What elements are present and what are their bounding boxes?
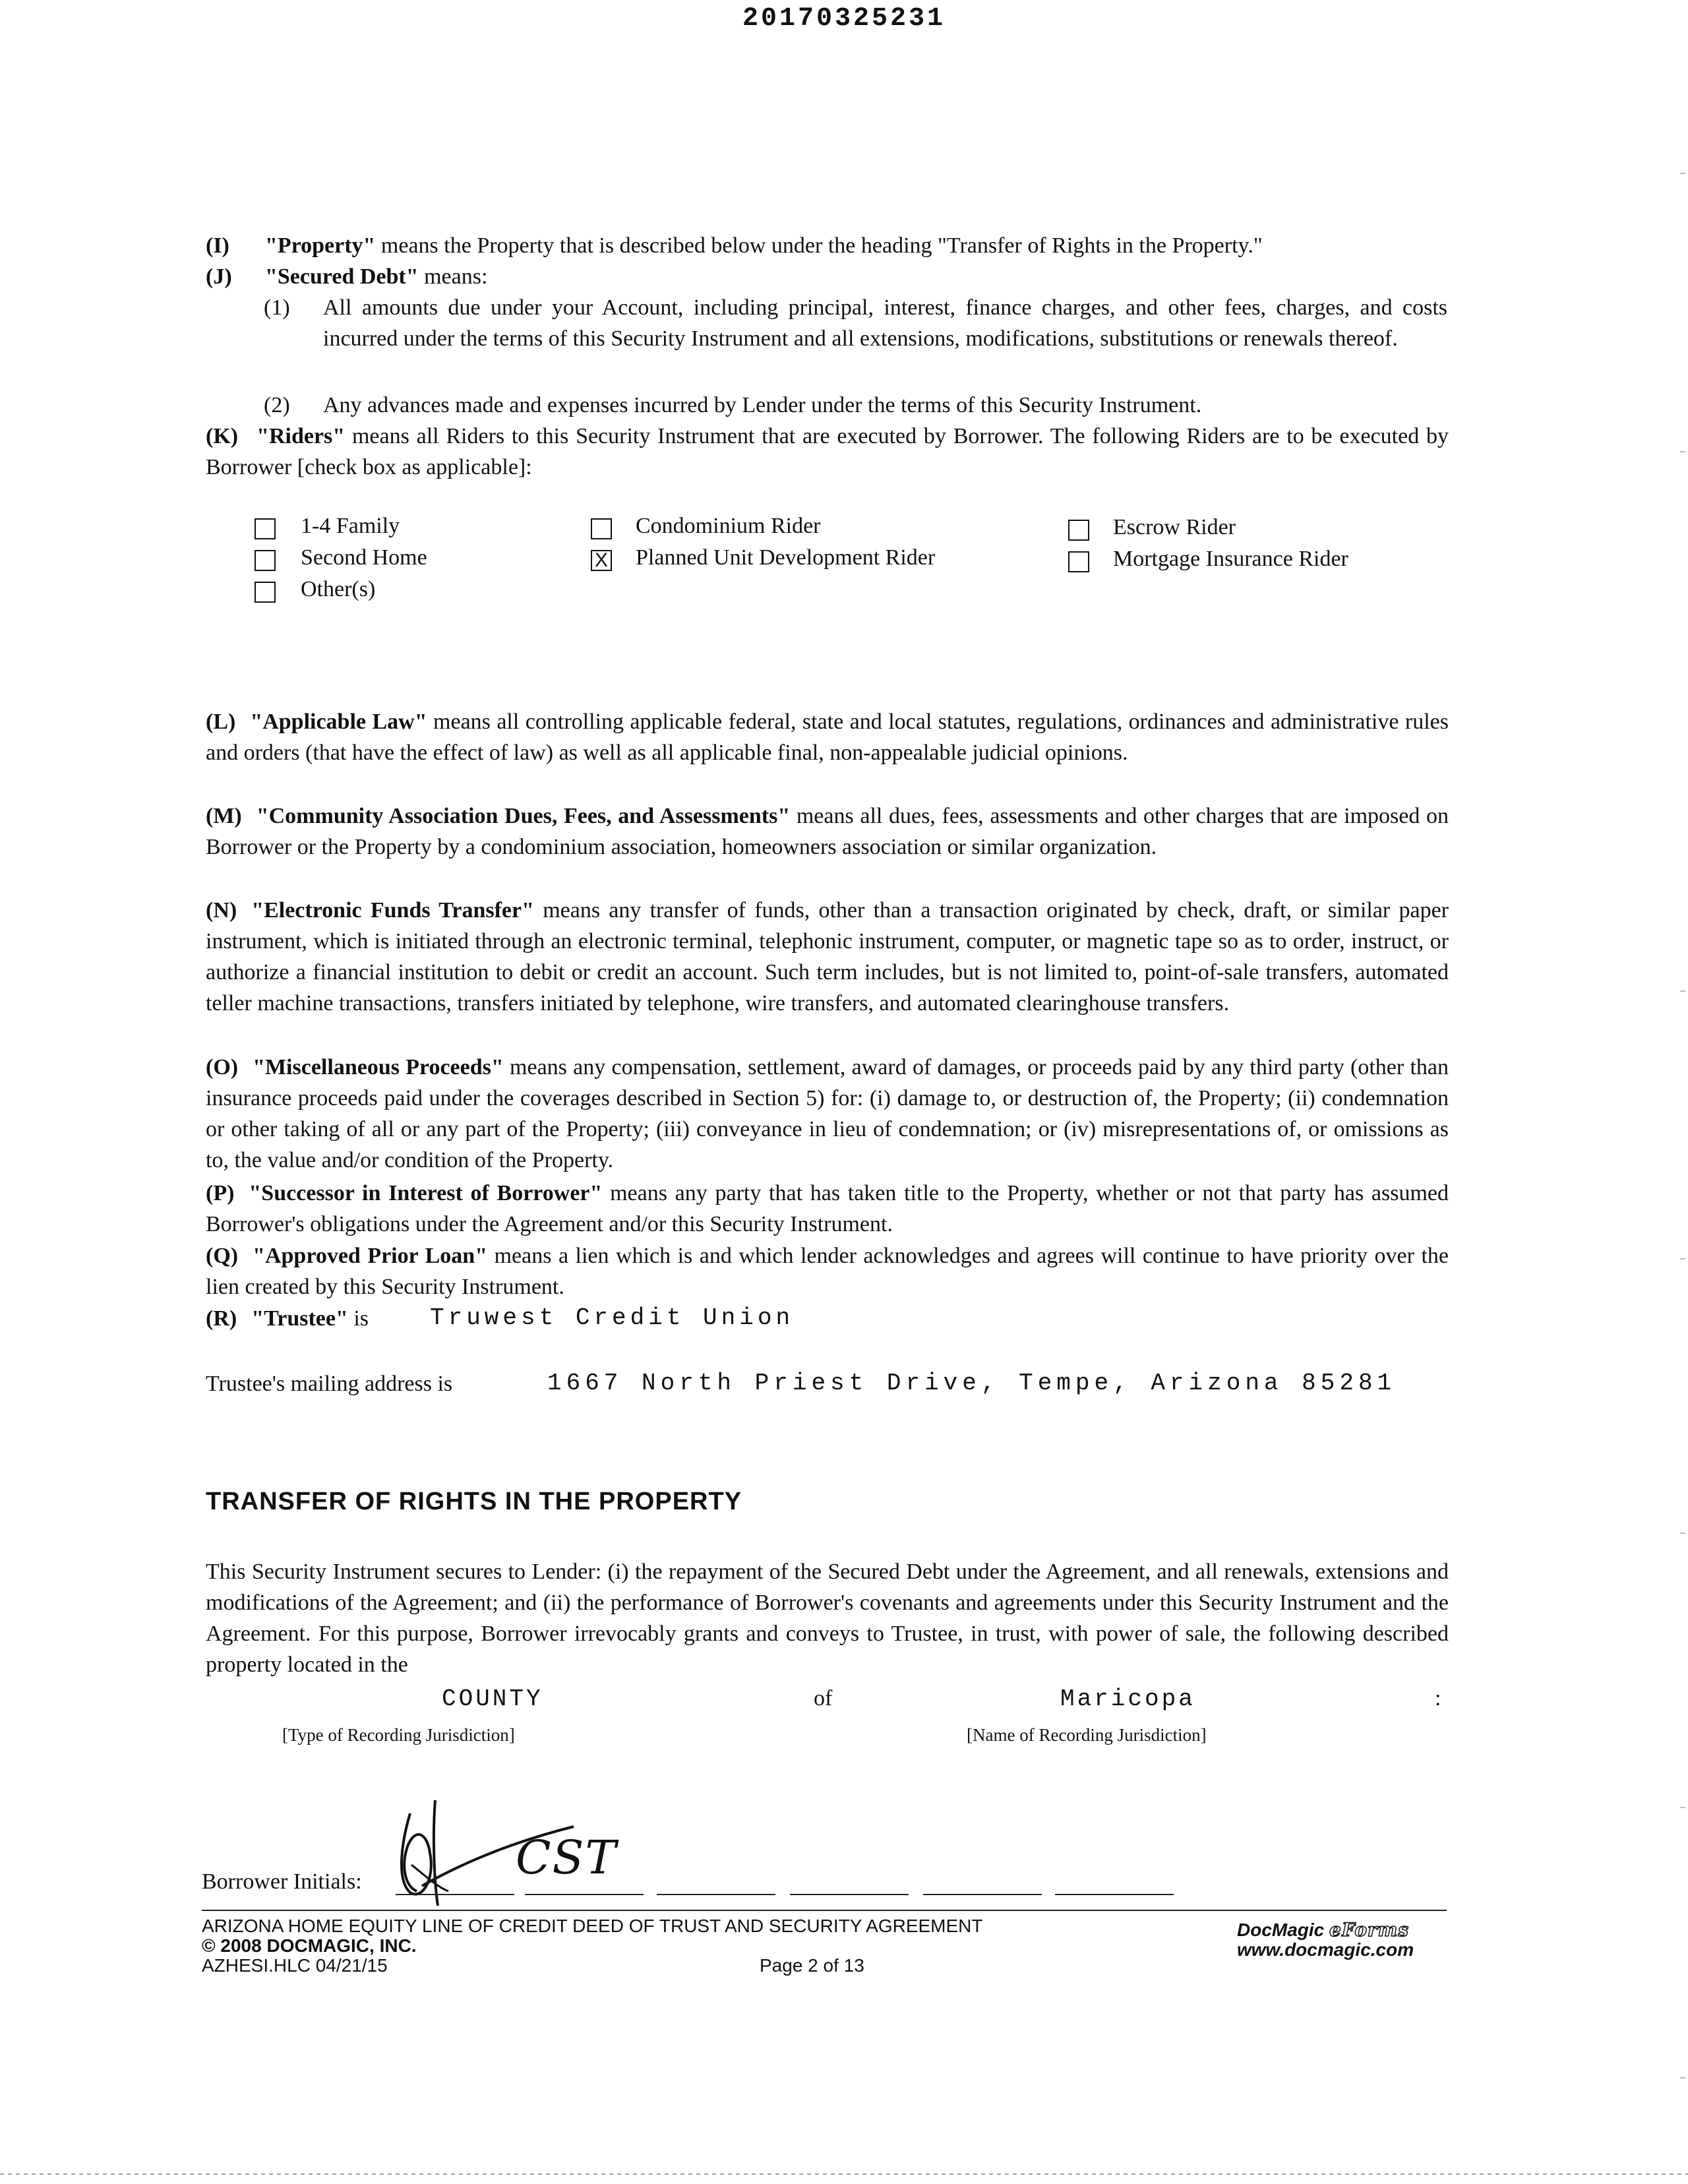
footer-page-number: Page 2 of 13 [760,1955,864,1976]
definition-text: is [347,1306,369,1331]
rider-label: Second Home [301,545,427,570]
definition-o [206,1052,1449,1176]
jurisdiction-of: of [814,1686,833,1711]
scan-bottom-edge [0,2173,1688,2175]
definition-letter: (O) [206,1055,239,1079]
footer-rule [202,1910,1447,1911]
definition-letter: (P) [206,1181,235,1205]
item-number: (1) [264,295,290,320]
definition-text: means the Property that is described below under the heading "Transfer of Rights in the Property." [375,233,1263,258]
trustee-name: Truwest Credit Union [430,1304,795,1331]
definition-letter: (K) [206,424,239,448]
document-number: 20170325231 [742,4,946,34]
definition-m [206,801,1449,863]
initials-line-2 [525,1894,644,1895]
checkbox-1-4-family[interactable] [255,518,276,539]
rider-label: Other(s) [301,577,376,601]
definition-term: "Trustee" [251,1306,348,1331]
initials-line-3 [657,1894,775,1895]
definition-text: means: [418,264,488,289]
name-caption: [Name of Recording Jurisdiction] [967,1725,1207,1745]
definition-k [206,421,1449,483]
scan-mark [1680,990,1685,992]
definition-text: means any transfer of funds, other than a transaction originated by check, draft, or similar paper instrument, which is initiated through an electronic terminal, telephonic instrument, computer, or magnetic tape so as to order, instruct, or authorize a financial institution to debit or credit an account. Such term includes, but is not limited to, point-of-sale transfers, automated teller machine transactions, transfers initiated by telephone, wire transfers, and automated clearinghouse transfers. [206,898,1449,1016]
definition-term: "Electronic Funds Transfer" [251,898,534,923]
type-caption: [Type of Recording Jurisdiction] [282,1725,515,1745]
scan-mark [1680,2077,1685,2078]
definition-term: "Miscellaneous Proceeds" [253,1055,504,1079]
checkbox-planned-unit-development-rider[interactable]: X [591,550,612,571]
initials-line-6 [1055,1894,1174,1895]
jurisdiction-name: Maricopa [1060,1685,1195,1713]
scan-mark [1680,1807,1685,1808]
definition-letter: (M) [206,804,242,828]
item-text: All amounts due under your Account, including principal, interest, finance charges, and other fees, charges, and costs incurred under the terms of this Security Instrument and all extensions, modifications, substitutions or renewals thereof. [323,295,1447,351]
brand-name: DocMagic [1237,1920,1325,1940]
definition-letter: (I) [206,233,229,258]
rider-label: 1-4 Family [301,514,400,538]
rider-label: Planned Unit Development Rider [636,545,936,570]
docmagic-logo [1237,1920,1409,1940]
checkbox-others[interactable] [255,582,276,603]
definition-term: "Secured Debt" [265,264,419,289]
scan-mark [1680,1258,1685,1259]
initials-line-4 [790,1894,909,1895]
trustee-address: 1667 North Priest Drive, Tempe, Arizona 85281 [547,1370,1397,1397]
definition-n [206,895,1449,1019]
footer-title: ARIZONA HOME EQUITY LINE OF CREDIT DEED OF TRUST AND SECURITY AGREEMENT [202,1916,983,1936]
definition-term: "Approved Prior Loan" [253,1244,488,1268]
checkbox-second-home[interactable] [255,550,276,571]
rider-label: Mortgage Insurance Rider [1113,547,1348,571]
footer-website: www.docmagic.com [1237,1939,1414,1960]
borrower-initials-label: Borrower Initials: [202,1869,362,1894]
definition-text: means a lien which is and which lender acknowledges and agrees will continue to have priority over the lien created by this Security Instrument. [206,1244,1449,1299]
initials-line-5 [923,1894,1042,1895]
footer-copyright: © 2008 DOCMAGIC, INC. [202,1935,417,1956]
definition-letter: (L) [206,710,236,734]
definition-text: means all dues, fees, assessments and other charges that are imposed on Borrower or the Property by a condominium association, homeowners association or similar organization. [206,804,1449,859]
jurisdiction-colon: : [1435,1686,1441,1711]
definition-term: "Applicable Law" [250,710,427,734]
rider-label: Escrow Rider [1113,515,1236,539]
section-heading: TRANSFER OF RIGHTS IN THE PROPERTY [206,1488,742,1515]
trustee-address-label: Trustee's mailing address is [206,1372,453,1396]
definition-letter: (J) [206,264,232,289]
definition-r [206,1303,369,1334]
scan-mark [1680,1532,1685,1534]
handwritten-initials: CST [516,1831,618,1885]
scan-mark [1680,451,1685,452]
checkbox-escrow-rider[interactable] [1068,520,1089,541]
transfer-paragraph: This Security Instrument secures to Lender: (i) the repayment of the Secured Debt under the Agreement, and all renewals, extensions and modifications of the Agreement; and (ii) the performance of Borrower's covenants and agreements under this Security Instrument and the Agreement. For this purpose, Borrower irrevocably grants and conveys to Trustee, in trust, with power of sale, the following described property located in the [206,1560,1449,1677]
definition-text: means all Riders to this Security Instrument that are executed by Borrower. The following Riders are to be executed by Borrower [check box as applicable]: [206,424,1449,479]
checkbox-condominium-rider[interactable] [591,518,612,539]
definition-p [206,1178,1449,1240]
definition-letter: (Q) [206,1244,239,1268]
brand-suffix: eForms [1329,1919,1410,1941]
rider-label: Condominium Rider [636,514,821,538]
definition-letter: (N) [206,898,237,923]
definition-text: means any compensation, settlement, award of damages, or proceeds paid by any third party (other than insurance proceeds paid under the coverages described in Section 5) for: (i) damage to, or destruction of, the Property; (ii) condemnation or other taking of all or any part of the Property; (iii) conveyance in lieu of condemnation; or (iv) misrepresentations of, or omissions as to, the value and/or condition of the Property. [206,1055,1449,1172]
checkbox-mortgage-insurance-rider[interactable] [1068,551,1089,572]
definition-l [206,706,1449,768]
definition-term: "Successor in Interest of Borrower" [249,1181,603,1205]
definition-term: "Property" [265,233,376,258]
definition-letter: (R) [206,1306,237,1331]
definition-text: means any party that has taken title to the Property, whether or not that party has assumed Borrower's obligations under the Agreement and/or this Security Instrument. [206,1181,1449,1236]
definition-term: "Community Association Dues, Fees, and Assessments" [256,804,791,828]
initials-line-1 [396,1894,514,1895]
item-number: (2) [264,393,290,417]
item-text: Any advances made and expenses incurred by Lender under the terms of this Security Instrument. [323,393,1202,417]
definition-term: "Riders" [256,424,346,448]
definition-text: means all controlling applicable federal, state and local statutes, regulations, ordinances and administrative rules and orders (that have the effect of law) as well as all applicable final, non-appealable judicial opinions. [206,710,1449,765]
scan-mark [1680,173,1685,174]
definition-q [206,1240,1449,1302]
footer-form-id: AZHESI.HLC 04/21/15 [202,1955,388,1976]
jurisdiction-type: COUNTY [442,1685,543,1713]
